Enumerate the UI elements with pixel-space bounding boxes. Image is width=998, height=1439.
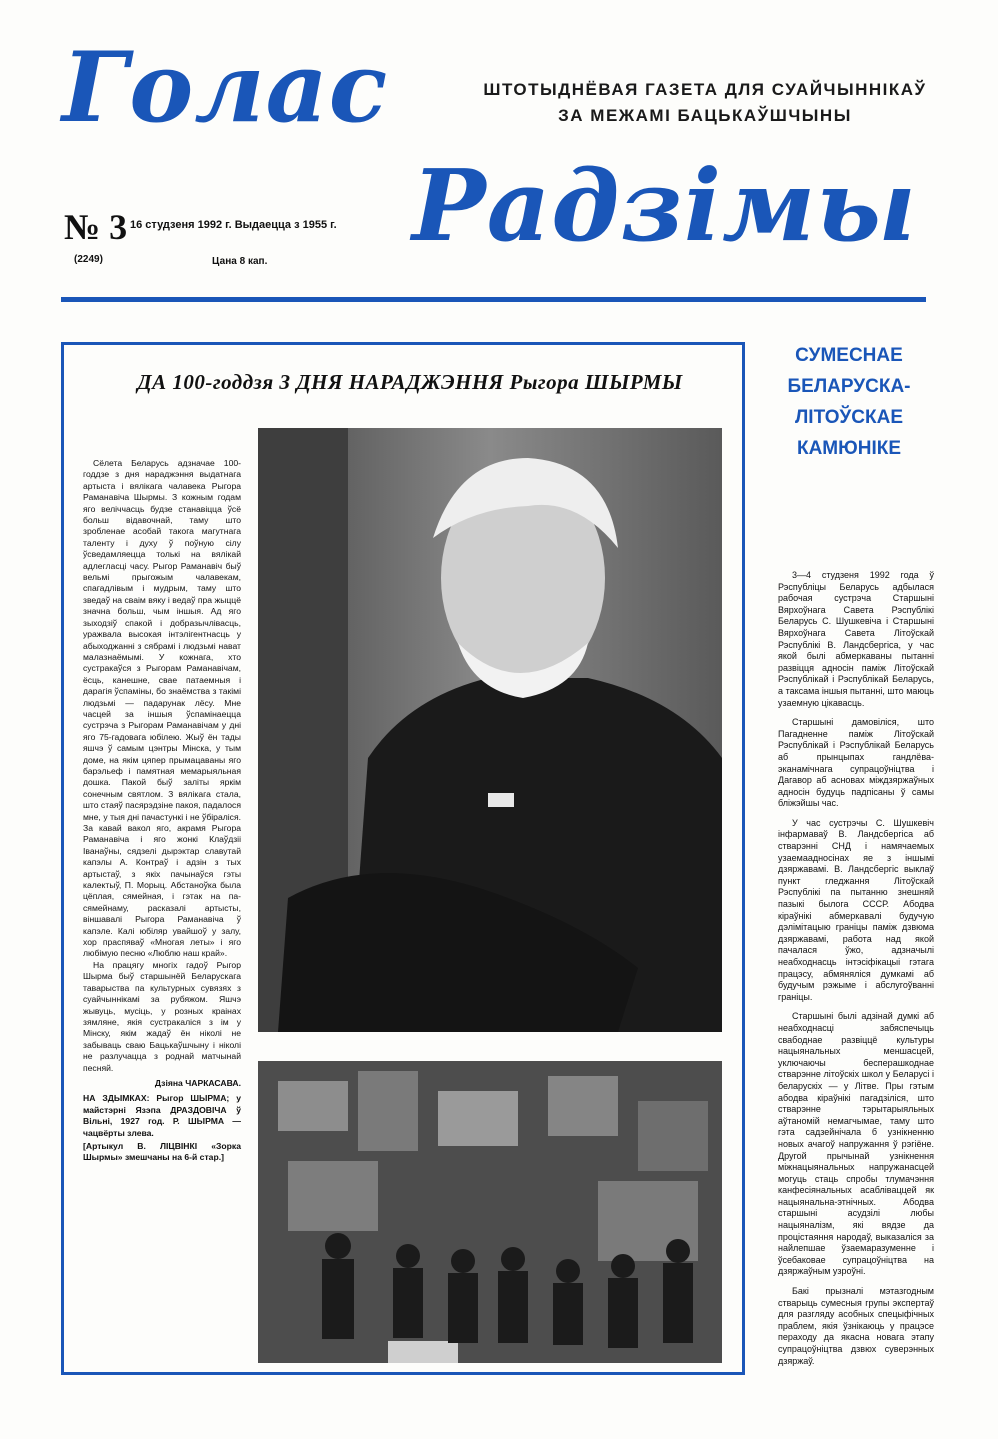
masthead-title-golas: Голас: [62, 31, 389, 144]
article-author: Дзіяна ЧАРКАСАВА.: [154, 1077, 241, 1088]
communique-paragraph: 3—4 студзеня 1992 года ў Рэспубліцы Беларусь адбылася рабочая сустрэча Старшыні Вярхоўнага Савета Рэспублікі Беларусь С. Шушкевіча і Старшыні Вярхоўнага Савета Літоўскай Рэспублікі В. Ландсбергіса, у час якой былі абмеркаваны пытанні развіцця адносін паміж Літоўскай Рэспублікай і Рэспублікай Беларусь, а таксама іншыя пытанні, што маюць узаемную цікавасць.: [778, 570, 934, 708]
communique-headline-line: КАМЮНІКЕ: [796, 438, 901, 459]
article-paragraph: Сёлета Беларусь адзначае 100-годдзе з дня нараджэння выдатнага артыста і вялікага чалавека Рыгора Раманавіча Шырмы. З кожным годам яго веліччасць будзе станавіцца ўсё больш відавочнай, таму што зробленае асобай такога магутнага таленту і духу ў поўную сілу ўсведамляецца толькі на вялікай адлегласці часу. Рыгор Раманавіч быў вельмі прыгожым чалавекам, спагадлівым і мудрым, таму што зведаў на сваім вяку і ведаў пра жыццё значна больш, чым іншыя. Ад яго зыходзіў спакой і добразычлівасць, уражвала высокая інтэлігентнасць у абыходжанні з сябрамі і людзьмі нават малазнаёмымі. У кожнага, хто сустракаўся з Рыгорам Раманавічам, ёсць, канешне, свае патаемныя і дарагія ўспаміны, бо знаёмства з такімі людзьмі — падарунак лёсу. Мне часцей за іншыя ўспамінаецца сустрэча з Рыгорам Раманавічам у дні яго 75-гадовага юбілею. Жыў ён тады яшчэ ў самым цэнтры Мінска, у тым доме, на якім цяпер прымацаваны яго барэльеф і памятная мемарыяльная дошка. Пакой быў заліты яркім сонечным святлом. З вялікага стала, што стаяў пасярэдзіне пакоя, падалося мне, у тыя дні пачастункі і не ўбіраліся. За кавай вакол яго, акрамя Рыгора Раманавіча і яго жонкі Клаўдзіі Іванаўны, сядзелі дырэктар славутай капэлы А. Контраў і адзін з тых артыстаў, з якіх пачынаўся гэты калектыў, П. Морыц. Абстаноўка была цёплая, сямейная, і гэтак на па-сямейнаму, расказалі артысты, віншавалі Рыгора Раманавіча ў капэле. Калі юбіляр увайшоў у залу, хор праспяваў «Многая леты» і яго любімую песню «Люблю наш край».: [83, 458, 241, 959]
group-photo: [258, 1061, 722, 1363]
masthead-rule: [61, 297, 926, 302]
article-paragraph: На працягу многіх гадоў Рыгор Шырма быў старшынёй Беларускага таварыства па культурных сувязях з суайчыннікамі за рубяжом. Яшчэ жывуць, мусіць, у розных краінах зямляне, якія сустракаліся з ім у Мінску, якім жадаў ён ніколі не забываць сваю Бацькаўшчыну і ніколі не разлучацца з роднай матчынай песняй.: [83, 959, 241, 1073]
portrait-photo: [258, 428, 722, 1032]
communique-headline: [760, 340, 938, 464]
tagline-line-1: ШТОТЫДНЁВАЯ ГАЗЕТА ДЛЯ СУАЙЧЫННІКАЎ: [483, 80, 927, 99]
issue-number: № 3: [64, 207, 128, 247]
communique-headline-line: СУМЕСНАЕ: [795, 345, 903, 366]
portrait-illustration: [258, 428, 722, 1032]
group-photo-illustration: [258, 1061, 722, 1363]
issue-total-number: (2249): [74, 254, 103, 265]
feature-article: [83, 458, 241, 1164]
photo-caption: НА ЗДЫМКАХ: Рыгор ШЫРМА; у майстэрні Язэпа ДРАЗДОВІЧА ў Вільні, 1927 год. Р. ШЫРМА — чацвёрты злева.: [83, 1093, 241, 1138]
communique-headline-line: БЕЛАРУСКА-: [787, 376, 911, 397]
communique-paragraph: Бакі прызналі мэтазгодным стварыць сумесныя групы экспертаў для разгляду асобных спецыфічных праблем, якія ўзнікаюць у працэсе пераходу да якасна новага этапу супрацоўніцтва дзвюх суверэнных дзяржаў.: [778, 1286, 934, 1366]
communique-paragraph: Старшыні былі адзінай думкі аб неабходнасці забяспечыць свабоднае развіццё культуры нацыянальных меншасцей, уключаючы бесперашкоднае стварэнне літоўскіх школ у Беларусі і беларускіх — у Літве. Пры гэтым абодва кіраўнікі пагадзіліся, што стварэнне тэрытарыяльных аўтаномій немагчымае, таму што гэта садзейнічала б узнікненню новых ачагоў напружання ў рэгіёне. Другой прычынай узнікнення міжнацыянальных напружанасцей могуць стаць спробы тлумачэння канфесіянальных асабліваццей як нацыянальна-этнічных. Абодва старшыні асудзілі любы нацыяналізм, які вядзе да процістаяння народаў, выказаліся за найлепшае ўзаемаразуменне і ўсебаковае супрацоўніцтва на дзяржаўным узроўні.: [778, 1011, 934, 1277]
article-note: [Артыкул В. ЛІЦВІНКІ «Зорка Шырмы» змешчаны на 6-й стар.]: [83, 1140, 241, 1163]
feature-headline: ДА 100-годдзя З ДНЯ НАРАДЖЭННЯ Рыгора ШЫРМЫ: [137, 370, 683, 394]
communique-article: [778, 570, 934, 1375]
communique-paragraph: Старшыні дамовіліся, што Пагадненне паміж Літоўскай Рэспублікай і Рэспублікай Беларусь аб прынцыпах гандлёва-эканамічнага супрацоўніцтва і Дагавор аб асновах міждзяржаўных адносін будуць падпісаны ў самы бліжэйшы час.: [778, 717, 934, 809]
communique-paragraph: У час сустрэчы С. Шушкевіч інфармаваў В. Ландсбергіса аб стварэнні СНД і намячаемых узаемаадносінах яе з іншымі дзяржавамі. В. Ландсбергіс выклаў пункт гледжання Літоўскай Рэспублікі па пытанню знешняй пазыкі былога СССР. Абодва кіраўнікі абмеркавалі будучую дэлімітацыю граніцы паміж дзвюма дзяржавамі, работа над якой пачалася ўжо, адзначылі неабходнасць інтэсіфікацыі гэтага працэсу, абмяняліся думкамі аб будучым рэжыме і абслугоўванні граніцы.: [778, 817, 934, 1002]
issue-date: 16 студзеня 1992 г. Выдаецца з 1955 г.: [130, 219, 337, 231]
tagline-line-2: ЗА МЕЖАМІ БАЦЬКАЎШЧЫНЫ: [558, 106, 852, 125]
communique-headline-line: ЛІТОЎСКАЕ: [794, 407, 904, 428]
masthead-title-radzimy: Радзімы: [412, 149, 917, 264]
issue-price: Цана 8 кап.: [212, 256, 268, 267]
